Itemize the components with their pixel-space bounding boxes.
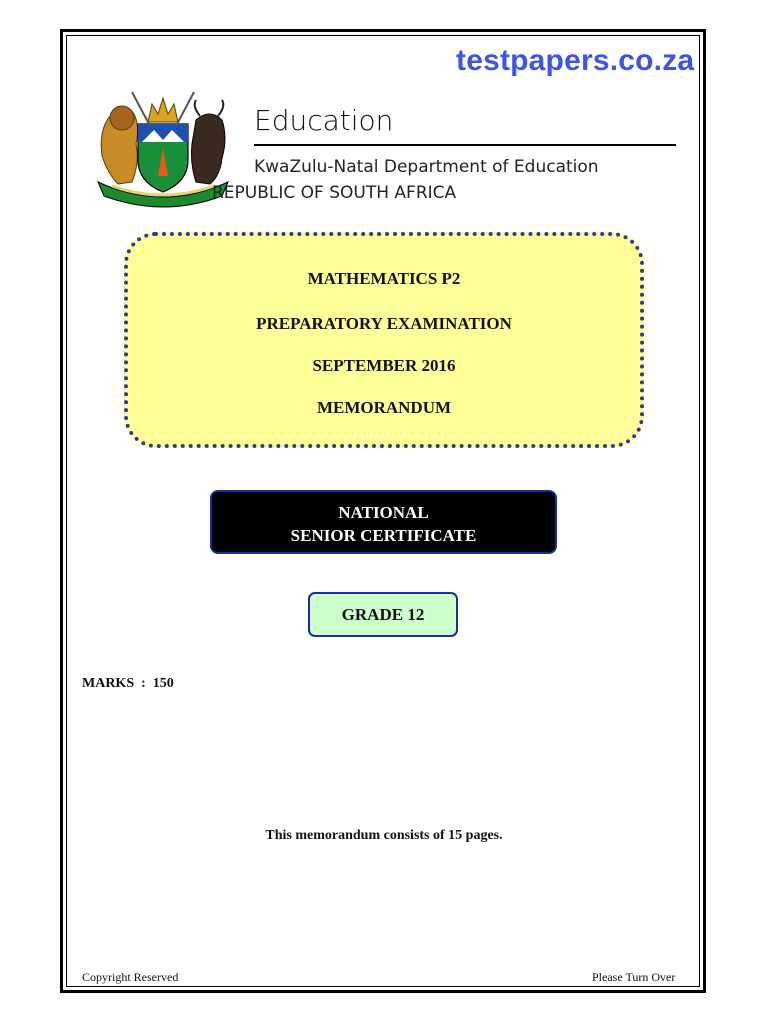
exam-date: SEPTEMBER 2016 bbox=[312, 356, 456, 375]
pages-note: This memorandum consists of 15 pages. bbox=[265, 828, 503, 843]
marks-value: 150 bbox=[152, 676, 174, 691]
certificate-line-2: SENIOR CERTIFICATE bbox=[290, 526, 477, 545]
header-divider bbox=[254, 144, 676, 146]
certificate-box bbox=[210, 490, 557, 554]
department-name: KwaZulu-Natal Department of Education bbox=[254, 157, 599, 177]
header-title: Education bbox=[254, 104, 394, 137]
marks-line bbox=[82, 676, 174, 692]
exam-title-box bbox=[124, 232, 644, 448]
grade-box: GRADE 12 bbox=[308, 592, 458, 637]
footer-copyright: Copyright Reserved bbox=[82, 970, 179, 984]
country-name: REPUBLIC OF SOUTH AFRICA bbox=[212, 183, 457, 203]
watermark-text: testpapers.co.za bbox=[456, 44, 695, 77]
marks-label: MARKS : bbox=[82, 676, 146, 691]
certificate-line-1: NATIONAL bbox=[338, 503, 429, 522]
exam-name: PREPARATORY EXAMINATION bbox=[256, 314, 512, 333]
document-type: MEMORANDUM bbox=[316, 398, 452, 417]
subject-title: MATHEMATICS P2 bbox=[307, 269, 461, 288]
footer-turn-over: Please Turn Over bbox=[592, 970, 676, 984]
